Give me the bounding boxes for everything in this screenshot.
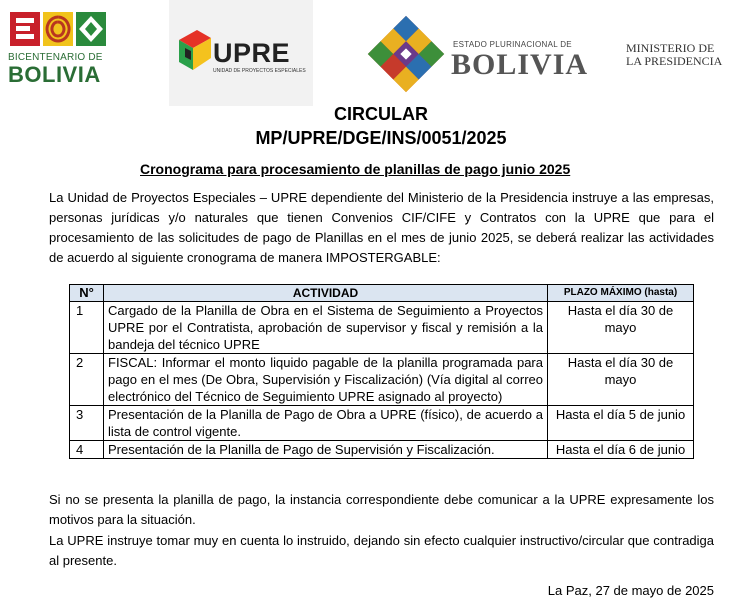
table-header-row xyxy=(70,285,694,302)
document-date: La Paz, 27 de mayo de 2025 xyxy=(547,583,714,598)
document-title: CIRCULAR xyxy=(334,104,428,124)
bicentenario-emblem-yellow xyxy=(43,12,73,46)
estado-plurinacional-logo xyxy=(365,8,589,100)
row-deadline: Hasta el día 5 de junio xyxy=(548,406,694,441)
header-deadline: PLAZO MÁXIMO (hasta) xyxy=(548,285,694,302)
note-paragraph-2: La UPRE instruye tomar muy en cuenta lo instruido, dejando sin efecto cualquier instructivo/circular que contradiga al presente. xyxy=(49,533,714,568)
schedule-table xyxy=(69,284,694,459)
bicentenario-emblem-red xyxy=(10,12,40,46)
bicentenario-label: BICENTENARIO DE xyxy=(8,52,103,63)
row-activity: Presentación de la Planilla de Pago de Supervisión y Fiscalización. xyxy=(104,441,548,459)
estado-label: ESTADO PLURINACIONAL DE xyxy=(453,40,572,49)
bicentenario-bolivia: BOLIVIA xyxy=(8,62,101,87)
note-paragraph-1: Si no se presenta la planilla de pago, la instancia correspondiente debe comunicar a la UPRE expresamente los motivos para la situación. xyxy=(49,492,714,527)
document-code: MP/UPRE/DGE/INS/0051/2025 xyxy=(255,128,507,148)
intro-paragraph: La Unidad de Proyectos Especiales – UPRE dependiente del Ministerio de la Presidencia instruye a las empresas, personas jurídicas y/o naturales que tienen Convenios CIF/CIFE y Contratos con la UPRE que para el procesamiento de las solicitudes de pago de Planillas en el mes de junio 2025, se deberá realizar las actividades de acuerdo al siguiente cronograma de manera IMPOSTERGABLE: xyxy=(49,190,714,265)
bicentenario-emblem xyxy=(10,12,106,46)
row-activity: FISCAL: Informar el monto liquido pagable de la planilla programada para pago en el mes (De Obra, Supervisión y Fiscalización) (Vía digital al correo electrónico del Técnico de Seguimiento UPRE asignado al proyecto) xyxy=(104,354,548,406)
table-row xyxy=(70,441,694,459)
header-number: N° xyxy=(70,285,104,302)
bicentenario-emblem-green xyxy=(76,12,106,46)
ministerio-line1: MINISTERIO DE xyxy=(626,41,715,55)
row-activity: Cargado de la Planilla de Obra en el Sistema de Seguimiento a Proyectos UPRE por el Contratista, aprobación de supervisor y fiscal y remisión a la bandeja del técnico UPRE xyxy=(104,302,548,354)
document-subtitle: Cronograma para procesamiento de planillas de pago junio 2025 xyxy=(140,161,571,177)
row-number: 2 xyxy=(70,354,104,406)
row-deadline: Hasta el día 30 de mayo xyxy=(548,302,694,354)
upre-subtitle: UNIDAD DE PROYECTOS ESPECIALES xyxy=(213,68,306,74)
table-row xyxy=(70,302,694,354)
ministerio-logo xyxy=(626,42,722,68)
upre-logo xyxy=(169,0,313,106)
estado-emblem xyxy=(365,13,447,95)
upre-name: UPRE xyxy=(213,38,291,68)
upre-emblem xyxy=(177,26,213,72)
table-row xyxy=(70,406,694,441)
row-deadline: Hasta el día 6 de junio xyxy=(548,441,694,459)
row-activity: Presentación de la Planilla de Pago de Obra a UPRE (físico), de acuerdo a lista de control vigente. xyxy=(104,406,548,441)
row-number: 3 xyxy=(70,406,104,441)
bicentenario-logo xyxy=(0,0,126,100)
row-deadline: Hasta el día 30 de mayo xyxy=(548,354,694,406)
row-number: 4 xyxy=(70,441,104,459)
estado-bolivia: BOLIVIA xyxy=(451,48,589,81)
row-number: 1 xyxy=(70,302,104,354)
header-activity: ACTIVIDAD xyxy=(104,285,548,302)
ministerio-line2: LA PRESIDENCIA xyxy=(626,54,723,68)
table-row xyxy=(70,354,694,406)
